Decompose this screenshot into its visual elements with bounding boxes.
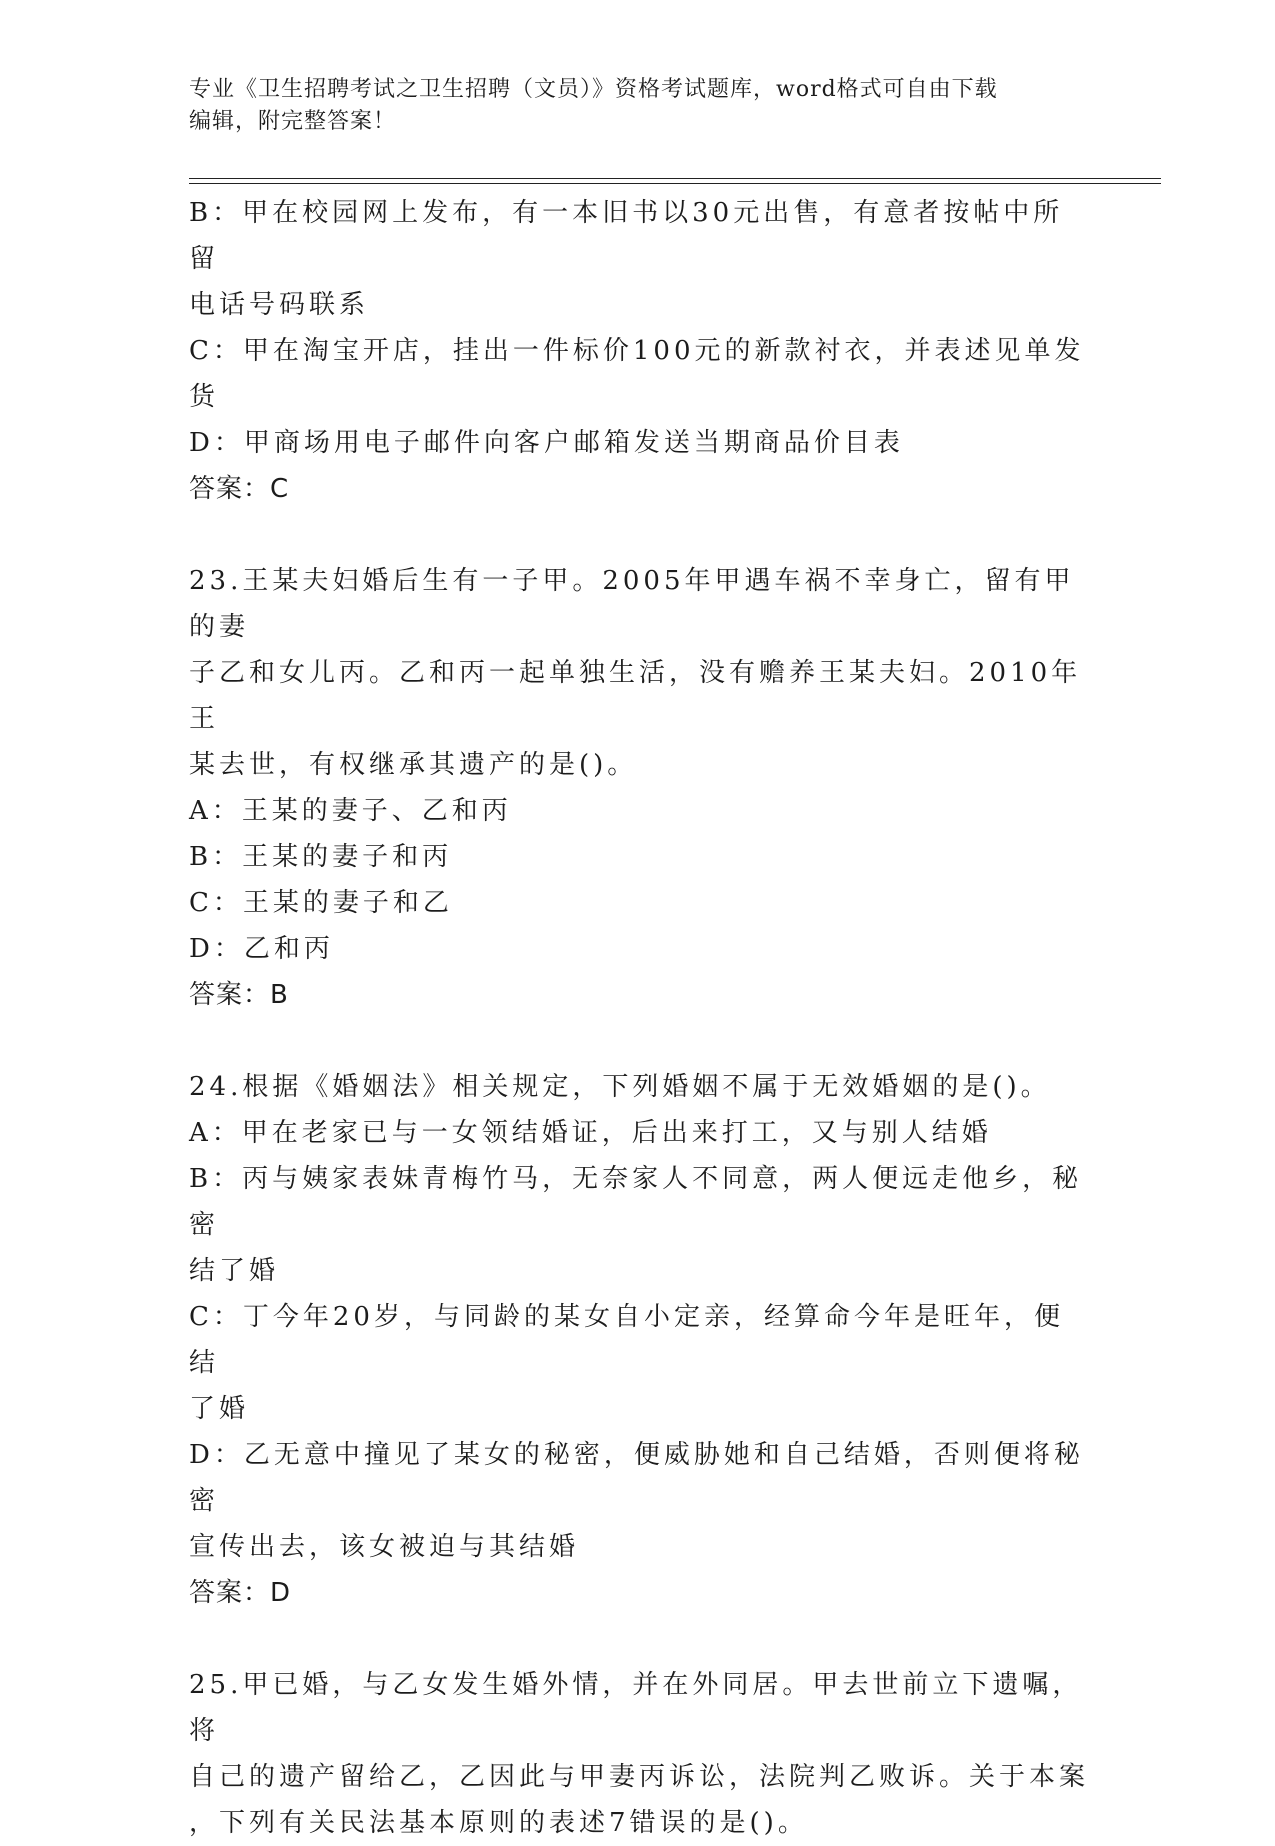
- question-stem-line-1: 25.甲已婚，与乙女发生婚外情，并在外同居。甲去世前立下遗嘱，将: [189, 1670, 1083, 1746]
- option-d-line-1: D：乙无意中撞见了某女的秘密，便威胁她和自己结婚，否则便将秘密: [189, 1440, 1084, 1516]
- answer: 答案：C: [189, 474, 290, 504]
- option-a: A：王某的妻子、乙和丙: [189, 796, 512, 826]
- option-b-line-2: 结了婚: [189, 1256, 280, 1286]
- question-stem-line-2: 自己的遗产留给乙，乙因此与甲妻丙诉讼，法院判乙败诉。关于本案: [189, 1762, 1090, 1792]
- option-d: D：甲商场用电子邮件向客户邮箱发送当期商品价目表: [189, 428, 904, 458]
- option-c-line-2: 了婚: [189, 1394, 250, 1424]
- option-b-line-1: B：甲在校园网上发布，有一本旧书以30元出售，有意者按帖中所留: [189, 198, 1064, 274]
- header-line-1: 专业《卫生招聘考试之卫生招聘（文员）》资格考试题库，word格式可自由下载: [189, 77, 998, 102]
- question-stem-line-1: 24.根据《婚姻法》相关规定，下列婚姻不属于无效婚姻的是()。: [189, 1072, 1051, 1102]
- option-c-line-1: C：丁今年20岁，与同龄的某女自小定亲，经算命今年是旺年，便结: [189, 1302, 1064, 1378]
- option-c: C：王某的妻子和乙: [189, 888, 453, 918]
- option-a: A：甲在老家已与一女领结婚证，后出来打工，又与别人结婚: [189, 1118, 992, 1148]
- question-stem-line-3: ，下列有关民法基本原则的表述7错误的是()。: [189, 1808, 808, 1838]
- question-stem-line-2: 子乙和女儿丙。乙和丙一起单独生活，没有赡养王某夫妇。2010年王: [189, 658, 1082, 734]
- header-line-2: 编辑，附完整答案！: [189, 109, 397, 134]
- question-stem-line-3: 某去世，有权继承其遗产的是()。: [189, 750, 638, 780]
- question-spacer: [189, 1616, 1089, 1662]
- question-24: [189, 1064, 1089, 1616]
- question-spacer: [189, 512, 1089, 558]
- question-content: [189, 190, 1089, 1846]
- option-c: C：甲在淘宝开店，挂出一件标价100元的新款衬衣，并表述见单发货: [189, 336, 1085, 412]
- option-b: B：王某的妻子和丙: [189, 842, 453, 872]
- header-divider-bottom: [189, 183, 1161, 184]
- question-stem-line-1: 23.王某夫妇婚后生有一子甲。2005年甲遇车祸不幸身亡，留有甲的妻: [189, 566, 1075, 642]
- question-23: [189, 558, 1089, 1018]
- header-divider-top: [189, 178, 1161, 179]
- question-25: [189, 1662, 1089, 1846]
- option-d-line-2: 宣传出去，该女被迫与其结婚: [189, 1532, 580, 1562]
- answer: 答案：B: [189, 980, 289, 1010]
- answer: 答案：D: [189, 1578, 292, 1608]
- option-d: D：乙和丙: [189, 934, 334, 964]
- question-spacer: [189, 1018, 1089, 1064]
- option-b-line-1: B：丙与姨家表妹青梅竹马，无奈家人不同意，两人便远走他乡，秘密: [189, 1164, 1083, 1240]
- document-header: [189, 74, 1089, 138]
- question-block-prev: [189, 190, 1089, 512]
- option-b-line-2: 电话号码联系: [189, 290, 370, 320]
